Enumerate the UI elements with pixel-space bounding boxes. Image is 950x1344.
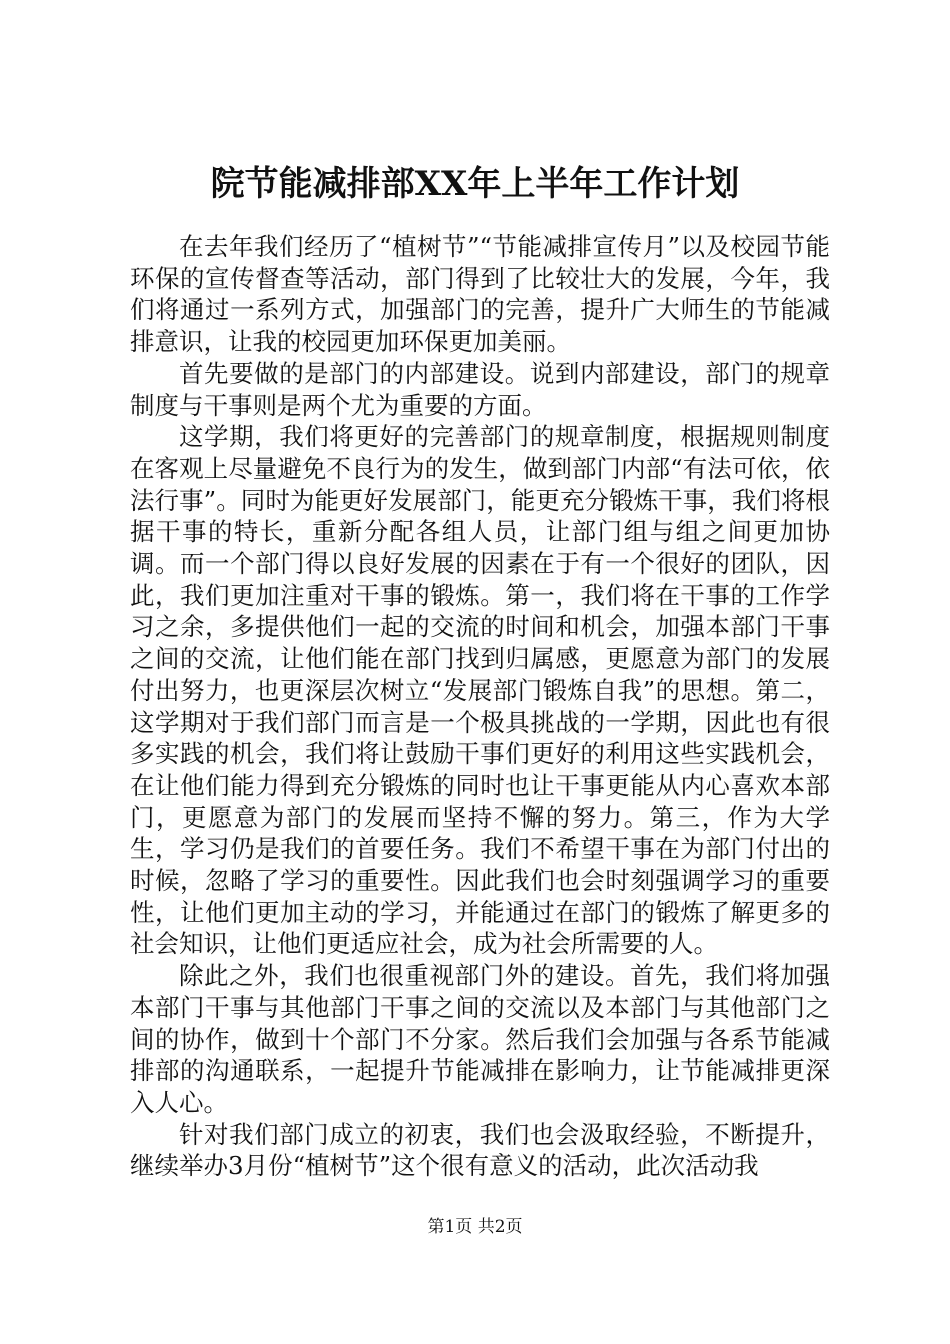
- paragraph-external-construction: 除此之外，我们也很重视部门外的建设。首先，我们将加强本部门干事与其他部门干事之间的交流以及本部门与其他部门之间的协作，做到十个部门不分家。然后我们会加强与各系节能减排部的沟通联系，一起提升节能减排在影响力，让节能减排更深入人心。: [130, 961, 830, 1117]
- paragraph-activities: 针对我们部门成立的初衷，我们也会汲取经验，不断提升，继续举办3月份“植树节”这个很有意义的活动，此次活动我: [130, 1119, 830, 1181]
- page-number-footer: 第1页 共2页: [427, 1217, 523, 1237]
- paragraph-intro: 在去年我们经历了“植树节”“节能减排宣传月”以及校园节能环保的宣传督查等活动，部门得到了比较壮大的发展，今年，我们将通过一系列方式，加强部门的完善，提升广大师生的节能减排意识，让我的校园更加环保更加美丽。: [130, 232, 830, 357]
- document-body: [130, 231, 830, 1182]
- document-title: 院节能减排部XX年上半年工作计划: [210, 164, 740, 204]
- paragraph-internal-construction: 首先要做的是部门的内部建设。说到内部建设，部门的规章制度与干事则是两个尤为重要的方面。: [130, 358, 830, 420]
- paragraph-rules-and-staff: 这学期，我们将更好的完善部门的规章制度，根据规则制度在客观上尽量避免不良行为的发生，做到部门内部“有法可依，依法行事”。同时为能更好发展部门，能更充分锻炼干事，我们将根据干事的特长，重新分配各组人员，让部门组与组之间更加协调。而一个部门得以良好发展的因素在于有一个很好的团队，因此，我们更加注重对干事的锻炼。第一，我们将在干事的工作学习之余，多提供他们一起的交流的时间和机会，加强本部门干事之间的交流，让他们能在部门找到归属感，更愿意为部门的发展付出努力，也更深层次树立“发展部门锻炼自我”的思想。第二，这学期对于我们部门而言是一个极具挑战的一学期，因此也有很多实践的机会，我们将让鼓励干事们更好的利用这些实践机会，在让他们能力得到充分锻炼的同时也让干事更能从内心喜欢本部门，更愿意为部门的发展而坚持不懈的努力。第三，作为大学生，学习仍是我们的首要任务。我们不希望干事在为部门付出的时候，忽略了学习的重要性。因此我们也会时刻强调学习的重要性，让他们更加主动的学习，并能通过在部门的锻炼了解更多的社会知识，让他们更适应社会，成为社会所需要的人。: [130, 422, 830, 959]
